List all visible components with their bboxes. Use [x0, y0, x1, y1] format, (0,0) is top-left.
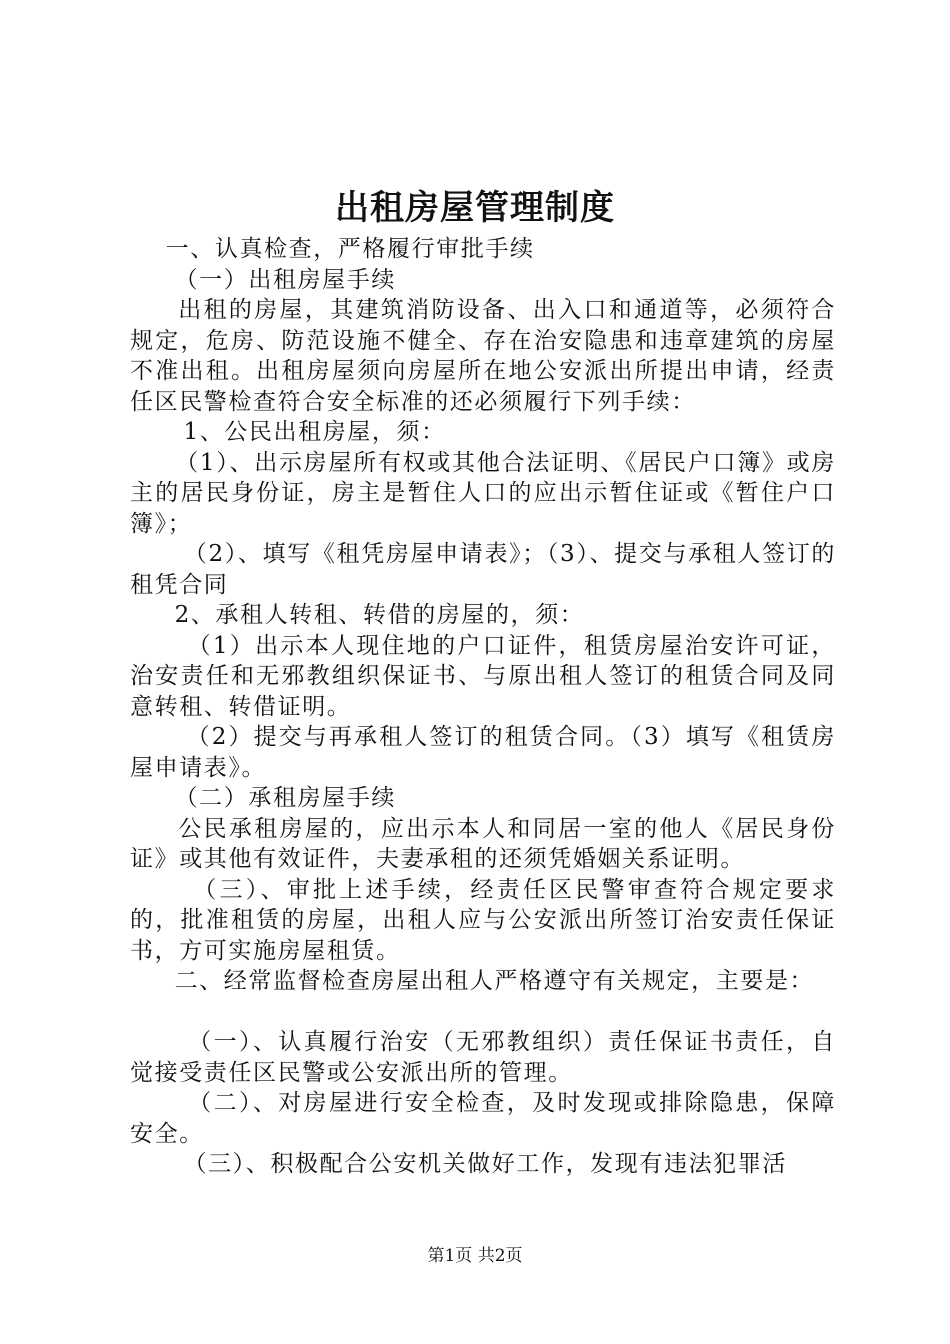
paragraph: （2）、填写《租凭房屋申请表》；（3）、提交与承租人签订的租凭合同: [130, 541, 836, 598]
document-title: 出租房屋管理制度: [335, 188, 615, 228]
page-footer: 第1页 共2页: [427, 1246, 523, 1266]
paragraph: （二）承租房屋手续: [130, 785, 396, 811]
paragraph: 二、经常监督检查房屋出租人严格遵守有关规定，主要是：: [130, 968, 815, 994]
paragraph: 1、公民出租房屋，须：: [130, 419, 446, 445]
document-body: [130, 234, 836, 1180]
paragraph: （2）提交与再承租人签订的租赁合同。（3）填写《租赁房屋申请表》。: [130, 724, 837, 781]
paragraph: （1）、出示房屋所有权或其他合法证明、《居民户口簿》或房主的居民身份证，房主是暂住人口的应出示暂住证或《暂住户口簿》；: [130, 449, 836, 537]
paragraph: 一、认真检查，严格履行审批手续: [130, 236, 535, 262]
paragraph: 2、承租人转租、转借的房屋的，须：: [130, 602, 585, 628]
paragraph: （三）、审批上述手续，经责任区民警审查符合规定要求的，批准租赁的房屋，出租人应与公安派出所签订治安责任保证书，方可实施房屋租赁。: [130, 876, 837, 964]
paragraph: （一）、认真履行治安（无邪教组织）责任保证书责任，自觉接受责任区民警或公安派出所的管理。: [130, 1029, 836, 1086]
paragraph: 公民承租房屋的，应出示本人和同居一室的他人《居民身份证》或其他有效证件，夫妻承租的还须凭婚姻关系证明。: [130, 815, 836, 872]
paragraph: （二）、对房屋进行安全检查，及时发现或排除隐患，保障安全。: [130, 1090, 836, 1147]
blank-line: [130, 997, 836, 1028]
paragraph: （一）出租房屋手续: [130, 266, 396, 293]
paragraph: 出租的房屋，其建筑消防设备、出入口和通道等，必须符合规定，危房、防范设施不健全、存在治安隐患和违章建筑的房屋不准出租。出租房屋须向房屋所在地公安派出所提出申请，经责任区民警检查符合安全标准的还必须履行下列手续：: [130, 297, 836, 415]
paragraph: （1）出示本人现住地的户口证件，租赁房屋治安许可证，治安责任和无邪教组织保证书、与原出租人签订的租赁合同及同意转租、转借证明。: [130, 632, 837, 720]
paragraph: （三）、积极配合公安机关做好工作，发现有违法犯罪活: [130, 1151, 787, 1177]
